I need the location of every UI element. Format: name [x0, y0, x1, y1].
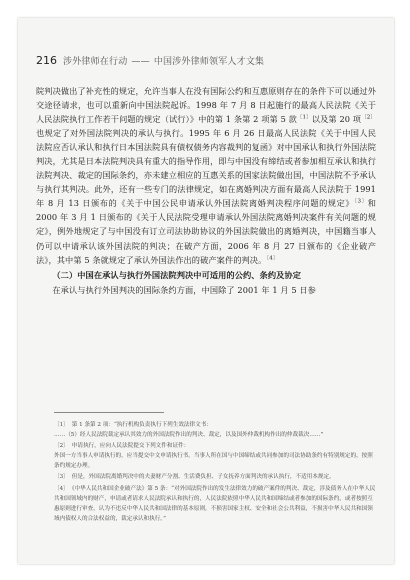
running-title [63, 54, 264, 67]
footnote [54, 420, 376, 440]
footnote-text: 第 1 条第 2 项：“执行机构负责执行下列生效法律文书： [71, 422, 212, 428]
footnote-mark: 〔4〕 [54, 485, 69, 492]
footnote-text: 申请执行，应向人民法院提交下列文件和证件： [71, 443, 190, 450]
footnote-text: 《中华人民共和国企业破产法》第 5 条：“对外国法院作出的发生法律效力的破产案件的判决、裁定，涉及债务人在中华人民共和国领域内的财产，申请或者请求人民法院承认和执行的，人民法院依照中华人民共和国缔结或者参加的国际条约，或者按照互惠原则进行审查，认为不违反中华人民共和国法律的基本原则，不损害国家主权、安全和社会公共利益，不损害中华人民共和国领域内债权人的合法权益的，裁定承认和执行。” [54, 485, 376, 522]
footnote [54, 472, 376, 482]
book-page [18, 18, 394, 564]
footnote [54, 441, 376, 471]
footnote-ref[interactable]: 〔3〕 [354, 198, 368, 205]
footnotes [54, 420, 376, 525]
footnote-text: 但是，外国法院离婚判决中的夫妻财产分割、生活费负担、子女抚养方面判决的承认执行，不适用本规定。 [71, 474, 335, 481]
footnote-ref[interactable]: 〔2〕 [361, 114, 376, 121]
paragraph: 院判决做出了补充性的规定，允许当事人在没有国际公约和互惠原则存在的条件下可以通过外交途径请求，也可以重新向中国法院起诉。1998 年 7 月 8 日起施行的最高人民法院《关于人民法院执行工作若干问题的规定（试行）》中的第 1 条第 2 项第 5 款$^{〔1〕}$以及第 20 项$^{〔2〕}$也规定了对外国法院判决的承认与执行。1995 年 6 月 26 日最高人民法院《关于中国人民法院应否认承认和执行日本国法院具有债权债务内容裁判的复函》对中国承认和执行外国法院判决，尤其是日本法院判决具有重大的指导作用，即与中国没有缔结或者参加相互承认和执行法院判决、裁定的国际条约，亦未建立相应的互惠关系的国家法院做出国，中国法院不予承认与执行其判决。此外，还有一些专门的法律规定，如在离婚判决方面有最高人民法院于 1991 年 8 月 13 日颁布的《关于中国公民申请承认外国法院离婚判决程序问题的规定》$^{〔3〕}$和 2000 年 3 月 1 日颁布的《关于人民法院受理申请承认外国法院离婚判决案件有关问题的规定》，例外地规定了与中国没有订立司法协助协议的外国法院做出的离婚判决，中国籍当事人仍可以中请承认该外国法院的判决；在破产方面，2006 年 8 月 27 日颁布的《企业破产法》，其中第 5 条就规定了承认外国法作出的破产案件的判决。$^{〔4〕}$ [36, 86, 376, 265]
book-title: 涉外律师在行动 [63, 57, 128, 67]
section-heading: （二）中国在承认与执行外国法院判决中可适用的公约、条约及协定 [52, 269, 302, 280]
footnote-ref[interactable]: 〔4〕 [266, 254, 279, 261]
footnote-text: ……（5）经人民法院裁定承认其效力的外国法院作出的判决、裁定，以及国外仲裁机构作出的仲裁裁决……” [54, 432, 324, 439]
footnote [54, 484, 376, 524]
footnote-mark: 〔3〕 [54, 474, 69, 481]
book-subtitle: 中国涉外律师领军人才文集 [153, 57, 265, 67]
title-separator: —— [131, 57, 150, 67]
main-text [36, 84, 376, 297]
footnote-mark: 〔1〕 [54, 422, 69, 428]
footnote-text: 外国一方当事人申请执行的，应当提交中文申请执行书。当事人所在国与中国缔结或共同参加的司法协助条约有特别规定的，按照条约规定办理。 [54, 453, 373, 470]
footnote-divider [54, 412, 164, 413]
page-number: 216 [36, 54, 57, 67]
footnote-mark: 〔2〕 [54, 443, 69, 450]
footnote-ref[interactable]: 〔1〕 [296, 114, 312, 121]
paragraph: 在承认与执行外国判决的国际条约方面，中国除了 2001 年 1 月 5 日参 [52, 284, 316, 295]
page-header [36, 54, 376, 67]
